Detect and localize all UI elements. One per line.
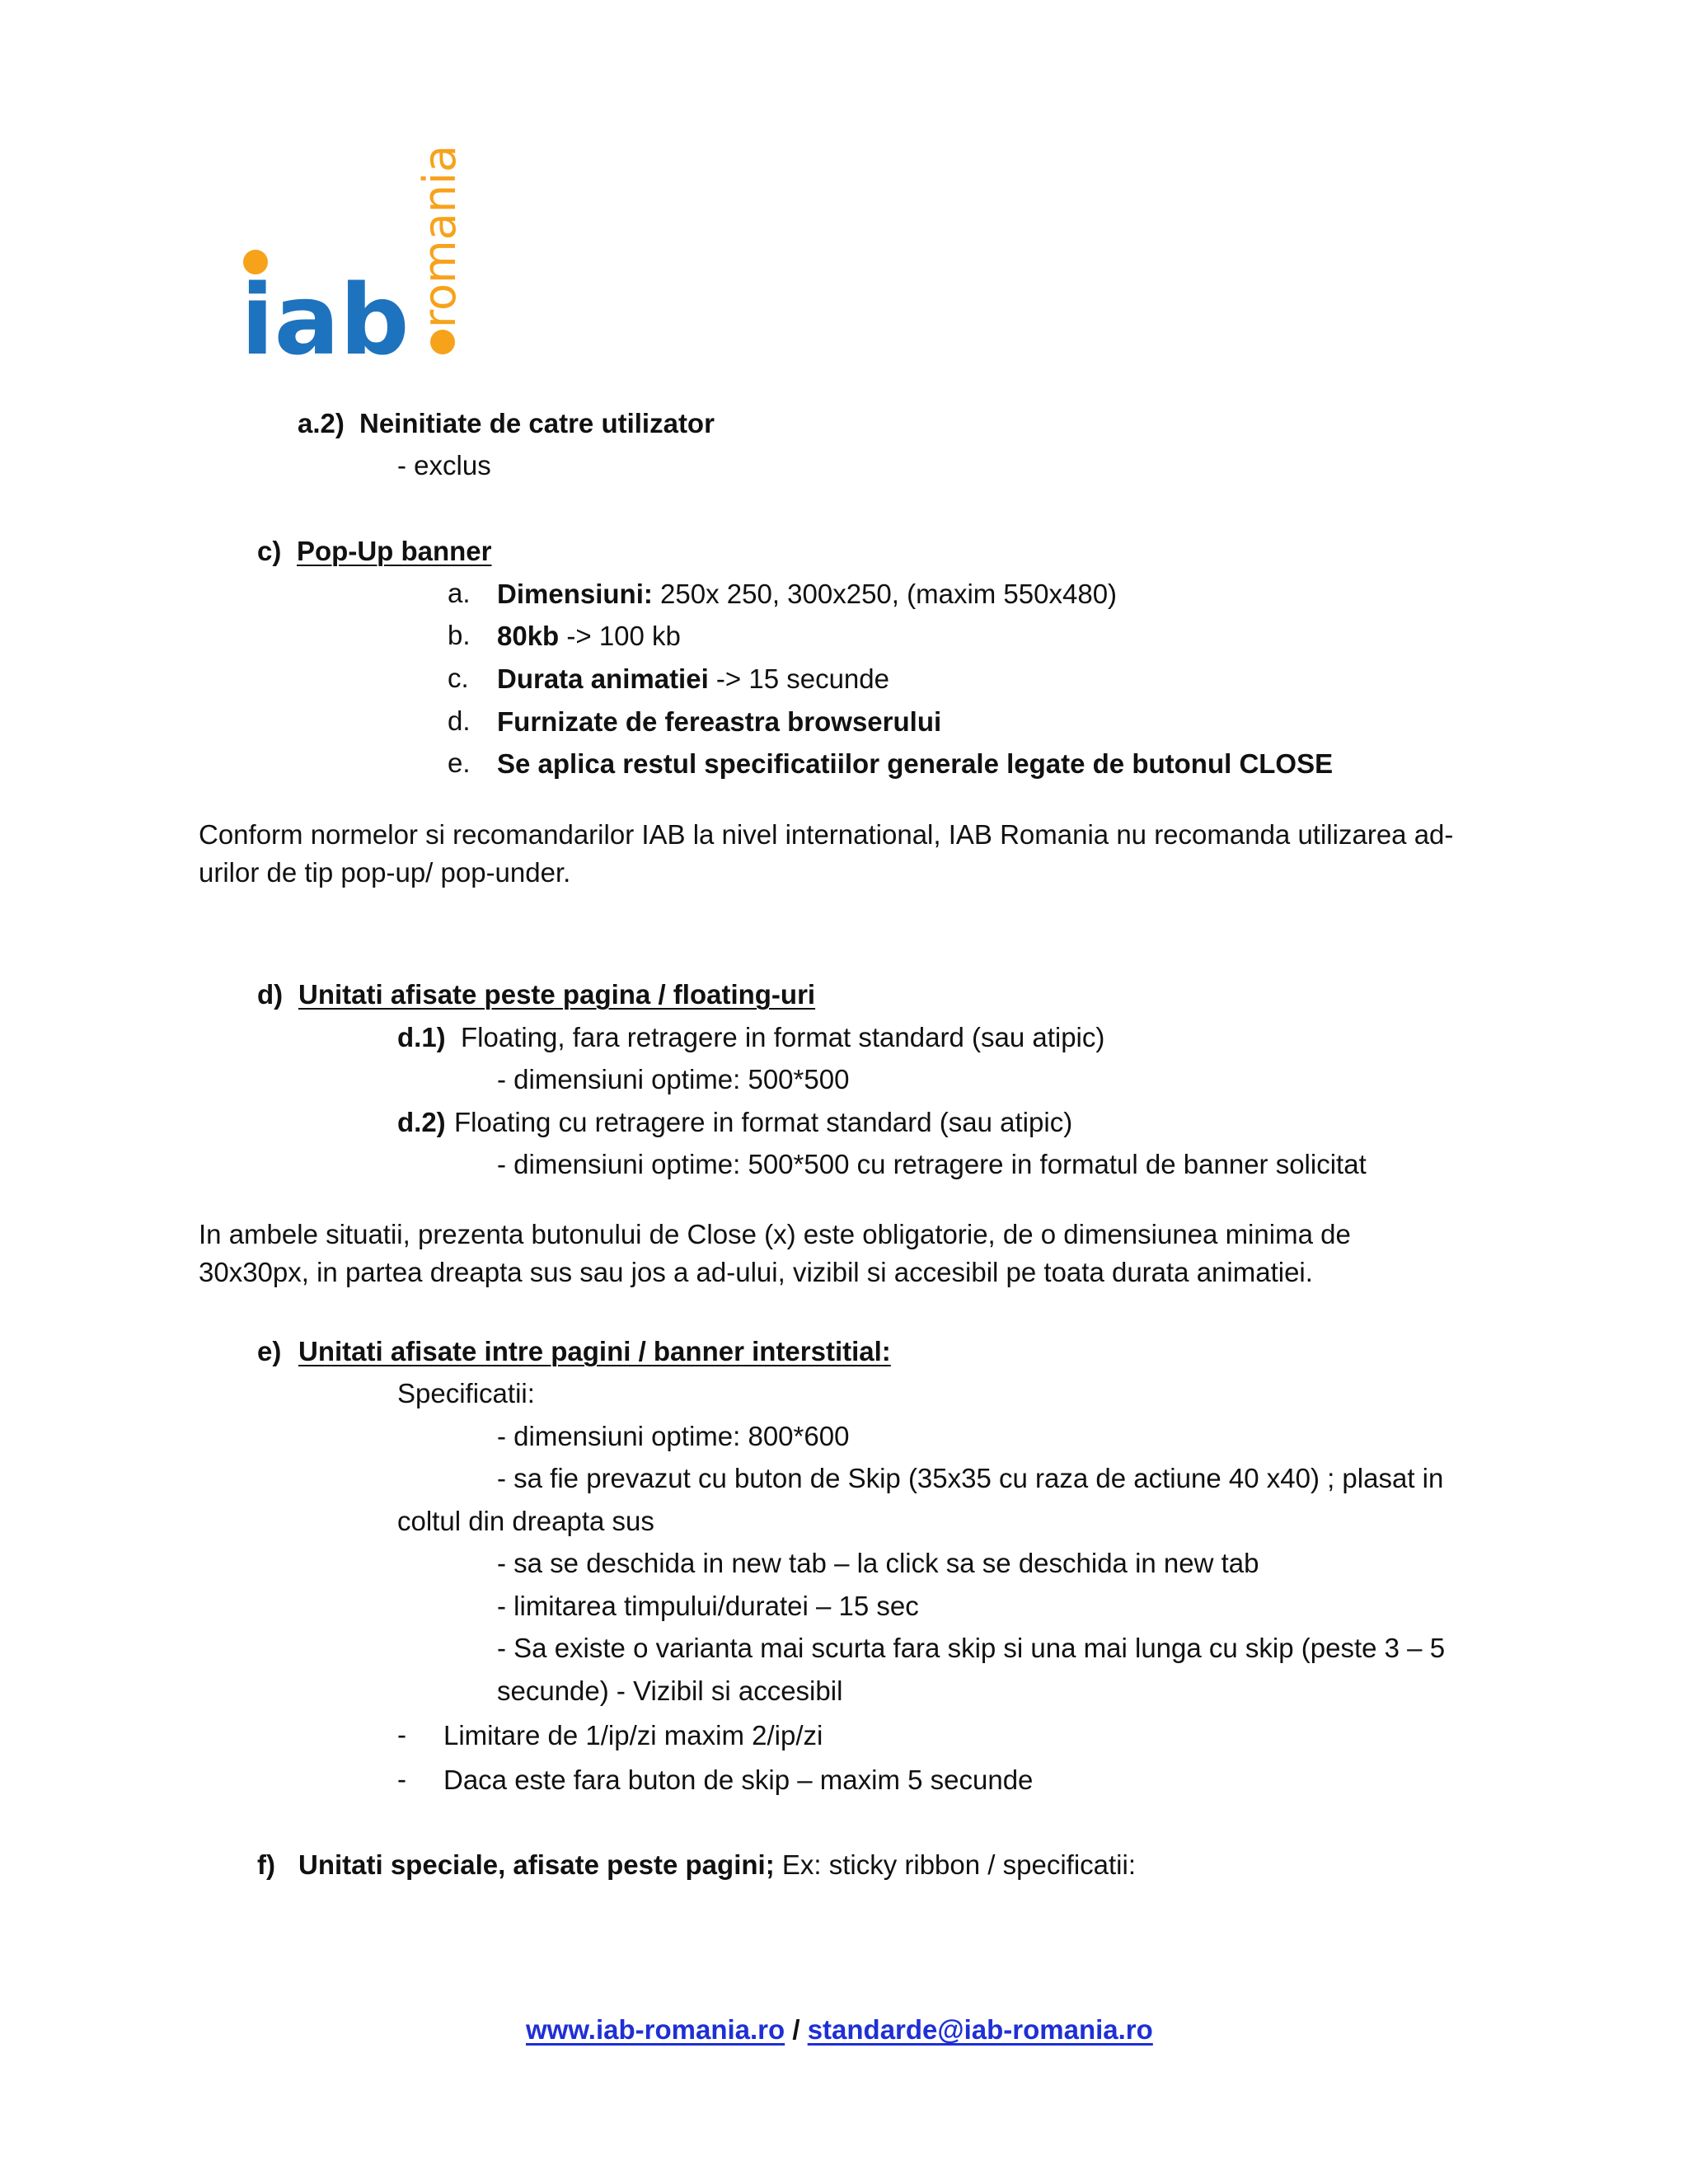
section-e-label: e)	[257, 1336, 282, 1366]
list-marker: b.	[448, 620, 471, 650]
spec-line: secunde) - Vizibil si accesibil	[497, 1675, 843, 1706]
d2-sub: - dimensiuni optime: 500*500 cu retragere in formatul de banner solicitat	[497, 1149, 1367, 1179]
footer	[526, 2013, 1153, 2046]
list-marker: c.	[448, 663, 469, 693]
list-item-bold: Se aplica restul specificatiilor generale legate de butonul CLOSE	[497, 748, 1334, 779]
section-d-title: Unitati afisate peste pagina / floating-uri	[298, 979, 816, 1010]
list-item-text: -> 100 kb	[566, 621, 681, 651]
list-item-bold: Dimensiuni:	[497, 579, 653, 609]
bullet-item: Daca este fara buton de skip – maxim 5 secunde	[443, 1765, 1034, 1795]
d2-label: d.2)	[397, 1107, 446, 1137]
section-a2-title: Neinitiate de catre utilizator	[359, 408, 715, 438]
section-c-title: Pop-Up banner	[297, 536, 492, 566]
list-item-bold: Furnizate de fereastra browserului	[497, 706, 942, 737]
section-e-title: Unitati afisate intre pagini / banner interstitial:	[298, 1336, 891, 1366]
list-item	[497, 663, 889, 696]
list-item	[497, 748, 1333, 780]
spec-line: coltul din dreapta sus	[397, 1506, 654, 1536]
iab-romania-logo	[232, 124, 471, 371]
floating-note-line: In ambele situatii, prezenta butonului de Close (x) este obligatorie, de o dimensiunea minima de	[199, 1219, 1351, 1249]
list-item	[497, 578, 1117, 611]
list-item-bold: 80kb	[497, 621, 567, 651]
list-item-text: 250x 250, 300x250, (maxim 550x480)	[652, 579, 1118, 609]
section-f-text: Ex: sticky ribbon / specificatii:	[774, 1849, 1137, 1880]
d2-text: Floating cu retragere in format standard (sau atipic)	[454, 1107, 1073, 1137]
section-c-label: c)	[257, 536, 282, 566]
d1-sub: - dimensiuni optime: 500*500	[497, 1064, 850, 1094]
section-d-label: d)	[257, 979, 284, 1010]
popup-note-line: Conform normelor si recomandarilor IAB la nivel international, IAB Romania nu recomanda utilizarea ad-	[199, 819, 1454, 850]
website-link[interactable]: www.iab-romania.ro	[526, 2014, 785, 2045]
d1-label: d.1)	[397, 1022, 446, 1052]
spec-line: - Sa existe o varianta mai scurta fara skip si una mai lunga cu skip (peste 3 – 5	[497, 1633, 1446, 1663]
section-a2-label: a.2)	[298, 408, 345, 438]
floating-note-line: 30x30px, in partea dreapta sus sau jos a ad-ului, vizibil si accesibil pe toata durata animatiei.	[199, 1257, 1313, 1287]
section-f-line	[298, 1849, 1136, 1882]
list-item	[497, 620, 681, 653]
section-a2-sub: - exclus	[397, 450, 491, 480]
section-f-label: f)	[257, 1849, 275, 1880]
logo-graphic	[232, 124, 471, 371]
popup-note-line: urilor de tip pop-up/ pop-under.	[199, 857, 571, 888]
section-f-title: Unitati speciale, afisate peste pagini;	[298, 1849, 775, 1880]
footer-separator: /	[785, 2014, 808, 2045]
list-item	[497, 705, 941, 738]
bullet-item: Limitare de 1/ip/zi maxim 2/ip/zi	[443, 1720, 823, 1750]
logo-main-text: iab	[241, 263, 410, 371]
spec-line: - limitarea timpului/duratei – 15 sec	[497, 1591, 919, 1621]
bullet-marker: -	[397, 1719, 406, 1750]
list-marker: d.	[448, 705, 471, 736]
email-link[interactable]: standarde@iab-romania.ro	[807, 2014, 1153, 2045]
list-marker: a.	[448, 578, 471, 608]
spec-label: Specificatii:	[397, 1378, 535, 1408]
list-marker: e.	[448, 748, 471, 778]
bullet-marker: -	[397, 1764, 406, 1794]
logo-side-text: romania	[414, 144, 466, 328]
spec-line: - dimensiuni optime: 800*600	[497, 1421, 850, 1451]
spec-line: - sa fie prevazut cu buton de Skip (35x35 cu raza de actiune 40 x40) ; plasat in	[497, 1463, 1444, 1493]
list-item-text: -> 15 secunde	[715, 663, 889, 694]
spec-line: - sa se deschida in new tab – la click sa se deschida in new tab	[497, 1548, 1259, 1578]
d1-text: Floating, fara retragere in format standard (sau atipic)	[461, 1022, 1105, 1052]
list-item-bold: Durata animatiei	[497, 663, 716, 694]
